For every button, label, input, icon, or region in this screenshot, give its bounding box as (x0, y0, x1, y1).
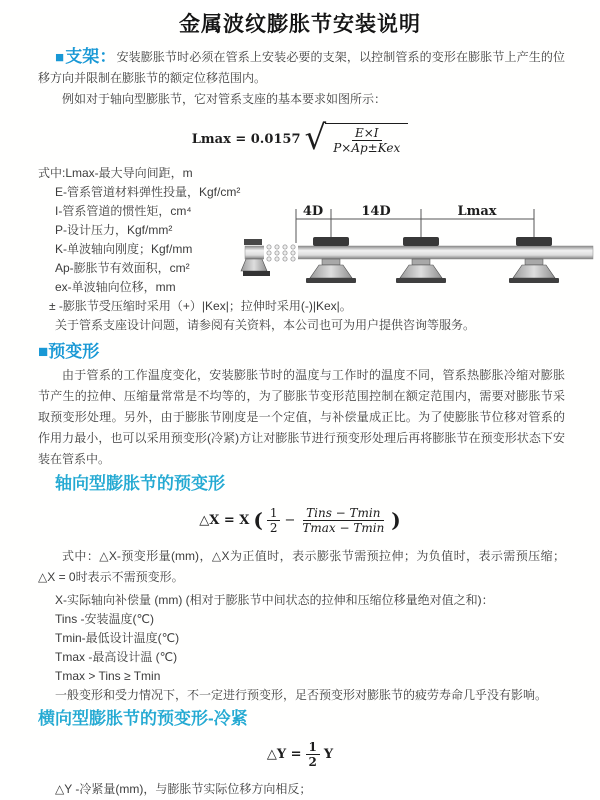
lmax-fraction-denominator: P×Ap±Kex (333, 141, 401, 155)
page-title: 金属波纹膨胀节安装说明 (179, 13, 421, 36)
definition-line: Ap-膨胀节有效面积，cm² (55, 261, 190, 275)
dim-label-14d: 14D (361, 204, 391, 219)
predeform-heading-label: 预变形 (48, 342, 100, 361)
definition-line: Tins -安装温度(℃) (55, 612, 155, 626)
section-square-icon: ■ (38, 342, 49, 361)
predeform-paragraph: 由于管系的工作温度变化，安装膨胀节时的温度与工作时的温度不同，管系热膨胀冷缩对膨胀节产生的拉伸、压缩量常常是不均等的，为了膨胀节变形范围控制在额定范围内，需要对膨胀节采取预变形处理。另外，由于膨胀节刚度是一个定值，与补偿量成正比。为了使膨胀节位移对管系的作用力最小，也可以采用预变形(冷紧)方让对膨胀节进行预变形处理后再将膨胀节在预变形状态下安装在管系中。 (38, 368, 565, 466)
axial-formula-prefix: △X = X (199, 512, 250, 528)
axial-formula-explanation: 式中：△X-预变形量(mm)，△X为正值时，表示膨张节需预拉伸；为负值时，表示需预压缩；△X = 0时表示不需预变形。 (38, 549, 565, 584)
definition-line: X-实际轴向补偿量 (mm) (相对于膨胀节中间状态的拉伸和压缩位移量绝对值之和)： (55, 593, 494, 607)
guide-support (509, 237, 559, 283)
definition-line: 一般变形和受力情况下，不一定进行预变形，足否预变形对膨胀节的疲劳寿命几乎没有影响。 (55, 688, 548, 702)
definition-line: Tmin-最低设计温度(℃) (55, 631, 180, 645)
definition-line: K-单波轴向刚度；Kgf/mm (55, 242, 193, 256)
axial-subsection-heading: 轴向型膨胀节的预变形 (55, 474, 225, 493)
lmax-formula (0, 120, 600, 158)
left-paren: ( (253, 508, 263, 532)
bellows-icon (264, 243, 298, 262)
axial-definitions-list (0, 591, 600, 705)
definition-line: Tmax > Tins ≥ Tmin (55, 669, 161, 683)
lmax-fraction (330, 126, 403, 155)
dim-label-lmax: Lmax (457, 204, 497, 219)
dim-label-4d: 4D (302, 204, 324, 219)
half-numerator: 1 (306, 740, 320, 755)
support-intro-text: 安装膨胀节时必须在管系上安装必要的支架，以控制管系的变形在膨胀节上产生的位移方向并限制在膨胀节的额定位移范围内。 (38, 50, 565, 85)
support-section-heading (55, 47, 117, 66)
temperature-fraction-denominator: Tmax − Tmin (302, 520, 385, 535)
sqrt-radical-icon: √ (304, 118, 327, 158)
temperature-fraction (299, 506, 387, 535)
lateral-formula-lhs: △Y = (266, 746, 302, 762)
definition-line: 式中:Lmax-最大导向间距，m (38, 166, 193, 180)
minus-sign: − (284, 512, 296, 528)
definition-line-plus-minus: ± -膨胀节受压缩时采用（+）|Kex|；拉伸时采用(-)|Kex|。 (49, 299, 352, 313)
pipe-support-diagram (243, 202, 595, 302)
one-half-fraction (267, 506, 281, 535)
lateral-predeform-formula (0, 737, 600, 771)
guide-support (396, 237, 446, 283)
right-paren: ) (391, 508, 401, 532)
axial-predeform-formula (0, 500, 600, 540)
lmax-radicand (325, 123, 408, 155)
definition-line: E-管系管道材料弹性投量，Kgf/cm² (55, 185, 241, 199)
lateral-note-line: △Y -冷紧量(mm)，与膨胀节实际位移方向相反； (55, 782, 312, 796)
half-denominator: 2 (308, 754, 317, 769)
half-numerator: 1 (267, 506, 281, 521)
guide-support (306, 237, 356, 283)
definition-line: P-设计压力，Kgf/mm² (55, 223, 173, 237)
document-page (0, 12, 600, 796)
definition-line: ex-单波轴向位移，mm (55, 280, 176, 294)
lateral-subsection-heading: 横向型膨胀节的预变形-冷紧 (38, 709, 248, 728)
support-closing-line: 关于管系支座设计问题，请参阅有关资料，本公司也可为用户提供咨询等服务。 (55, 318, 476, 332)
temperature-fraction-numerator: Tins − Tmin (303, 506, 383, 521)
lateral-formula-rhs: Y (323, 746, 334, 762)
lmax-fraction-numerator: E×I (352, 126, 382, 141)
half-denominator: 2 (269, 520, 278, 535)
lmax-formula-lhs: Lmax = 0.0157 (191, 131, 301, 147)
section-square-icon: ■ (55, 49, 65, 66)
one-half-fraction (306, 740, 320, 769)
definition-line: Tmax -最高设计温 (℃) (55, 650, 178, 664)
definition-line: I-管系管道的惯性矩，cm⁴ (55, 204, 192, 218)
support-heading-label: 支架： (65, 47, 117, 66)
support-intro-paragraph (38, 46, 565, 89)
predeform-section-heading (38, 341, 600, 363)
support-example-line: 例如对于轴向型膨胀节，它对管系支座的基本要求如图所示： (62, 92, 387, 106)
